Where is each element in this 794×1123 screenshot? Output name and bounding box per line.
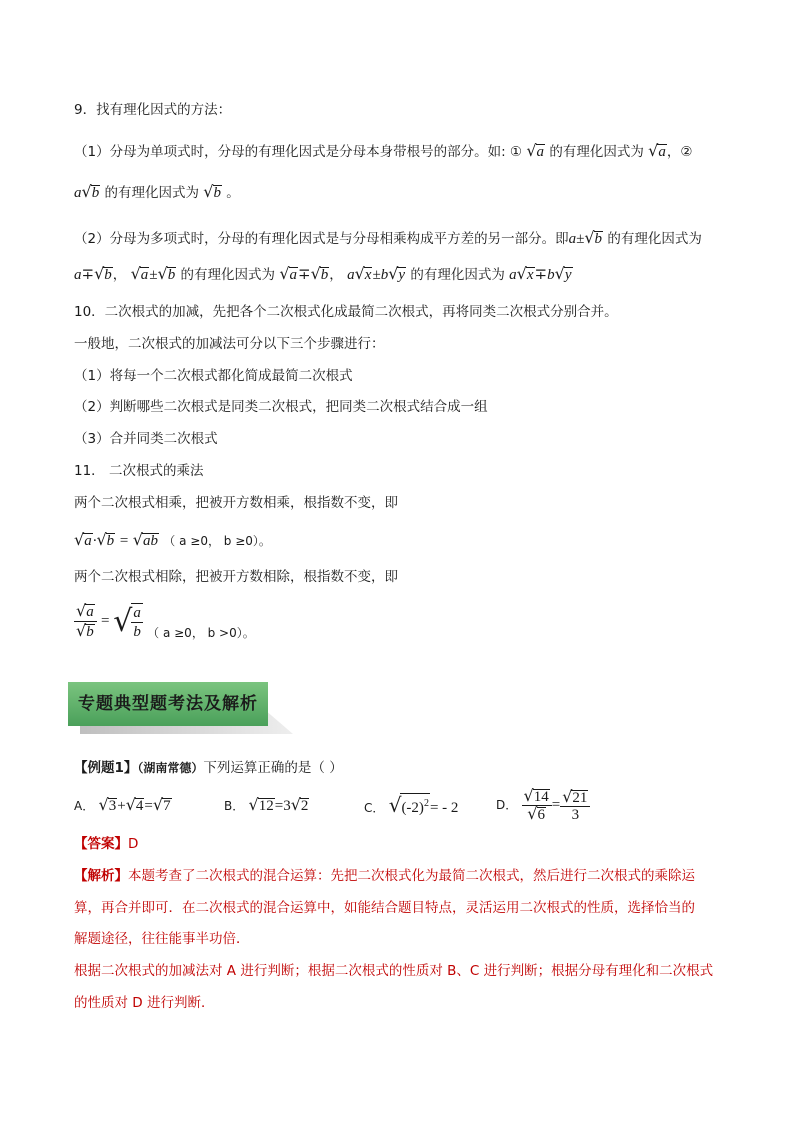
section-10-intro: 一般地，二次根式的加减法可分以下三个步骤进行： — [74, 336, 385, 352]
section-9-p1-line1: （1）分母为单项式时，分母的有理化因式是分母本身带根号的部分。如: ① √a 的有理化因式为 √a，② — [74, 141, 693, 160]
math-a-pm-sqrt-b: a±√b — [568, 228, 603, 247]
analysis-line-3: 解题途径，往往能事半功倍． — [74, 931, 250, 947]
example-question — [74, 758, 343, 778]
analysis-line-2: 算，再合并即可．在二次根式的混合运算中，如能结合题目特点，灵活运用二次根式的性质，选择恰当的 — [74, 900, 695, 916]
section-10-step-3: （3）合并同类二次根式 — [74, 431, 218, 447]
option-c: C． $√(-2)^2= - 2$ — [364, 793, 459, 817]
math-a-sqrt-x-pm-b-sqrt-y: a√x±b√y — [347, 264, 406, 283]
example-question-text: 下列运算正确的是（ ） — [203, 760, 343, 776]
banner-title: 专题典型题考法及解析 — [78, 694, 258, 714]
math-a-mp-sqrt-b: a∓√b — [74, 264, 112, 283]
option-d: D． $\frac{√14}{√6}$ = $\frac{√21}{3}$ — [496, 788, 590, 823]
analysis-tag: 【解析】 — [74, 868, 128, 884]
math-sqrt-a-2: √a — [648, 141, 666, 160]
math-sqrt-a: √a — [526, 141, 545, 160]
div-condition: （ a ≥0， b >0）。 — [147, 626, 255, 640]
example-tag: 【例题1】 — [74, 760, 138, 776]
option-b: B． √12=3√2 — [224, 795, 309, 814]
math-quotient-left: $\frac{√a}{√b}$ — [74, 602, 97, 641]
section-11-title: 11． 二次根式的乘法 — [74, 463, 204, 479]
section-9-title: 9．找有理化因式的方法： — [74, 102, 232, 118]
answer-value: D — [128, 836, 139, 852]
section-11-div-formula: $\frac{√a}{√b}$ = √ $\frac{a}{b}$ （ a ≥0， b >0）。 — [76, 601, 255, 640]
option-a: A． √3+√4=√7 — [74, 795, 171, 814]
math-product-rule: √a·√b = √ab — [74, 530, 158, 549]
section-10-title: 10．二次根式的加减，先把各个二次根式化成最简二次根式，再将同类二次根式分别合并。 — [74, 304, 618, 320]
mul-condition: （ a ≥0， b ≥0）。 — [163, 534, 271, 548]
section-11-div-text: 两个二次根式相除，把被开方数相除，根指数不变，即 — [74, 569, 398, 585]
math-sqrt-b: √b — [203, 182, 221, 201]
example-source: （湖南常德） — [137, 761, 204, 775]
math-a-sqrt-b: a√b — [74, 182, 100, 201]
section-11-mul-text: 两个二次根式相乘，把被开方数相乘，根指数不变，即 — [74, 495, 398, 511]
section-9-p2-line2: a∓√b， √a±√b 的有理化因式为 √a∓√b， a√x±b√y 的有理化因式为 a√x∓b√y — [74, 264, 572, 283]
math-quotient-right: √ $\frac{a}{b}$ — [113, 603, 141, 640]
example-options — [74, 788, 694, 822]
analysis-line-4: 根据二次根式的加减法对 A 进行判断；根据二次根式的性质对 B、C 进行判断；根据分母有理化和二次根式 — [74, 963, 714, 979]
math-sqrt-a-mp-sqrt-b: √a∓√b — [279, 264, 329, 283]
section-9-p2-line1: （2）分母为多项式时，分母的有理化因式是与分母相乘构成平方差的另一部分。即a±√b 的有理化因式为 — [74, 228, 702, 247]
answer-tag: 【答案】 — [74, 836, 128, 852]
math-sqrt-a-pm-sqrt-b: √a±√b — [130, 264, 176, 283]
section-banner — [68, 682, 268, 726]
math-a-sqrt-x-mp-b-sqrt-y: a√x∓b√y — [509, 264, 572, 283]
analysis-line-1: 【解析】本题考查了二次根式的混合运算：先把二次根式化为最简二次根式，然后进行二次根式的乘除运 — [74, 868, 695, 884]
section-10-step-1: （1）将每一个二次根式都化简成最简二次根式 — [74, 368, 353, 384]
section-10-step-2: （2）判断哪些二次根式是同类二次根式，把同类二次根式结合成一组 — [74, 399, 488, 415]
answer-line — [74, 834, 138, 854]
analysis-line-5: 的性质对 D 进行判断． — [74, 995, 215, 1011]
section-9-p1-line2: a√b 的有理化因式为 √b 。 — [74, 182, 240, 201]
section-11-mul-formula — [74, 530, 271, 551]
